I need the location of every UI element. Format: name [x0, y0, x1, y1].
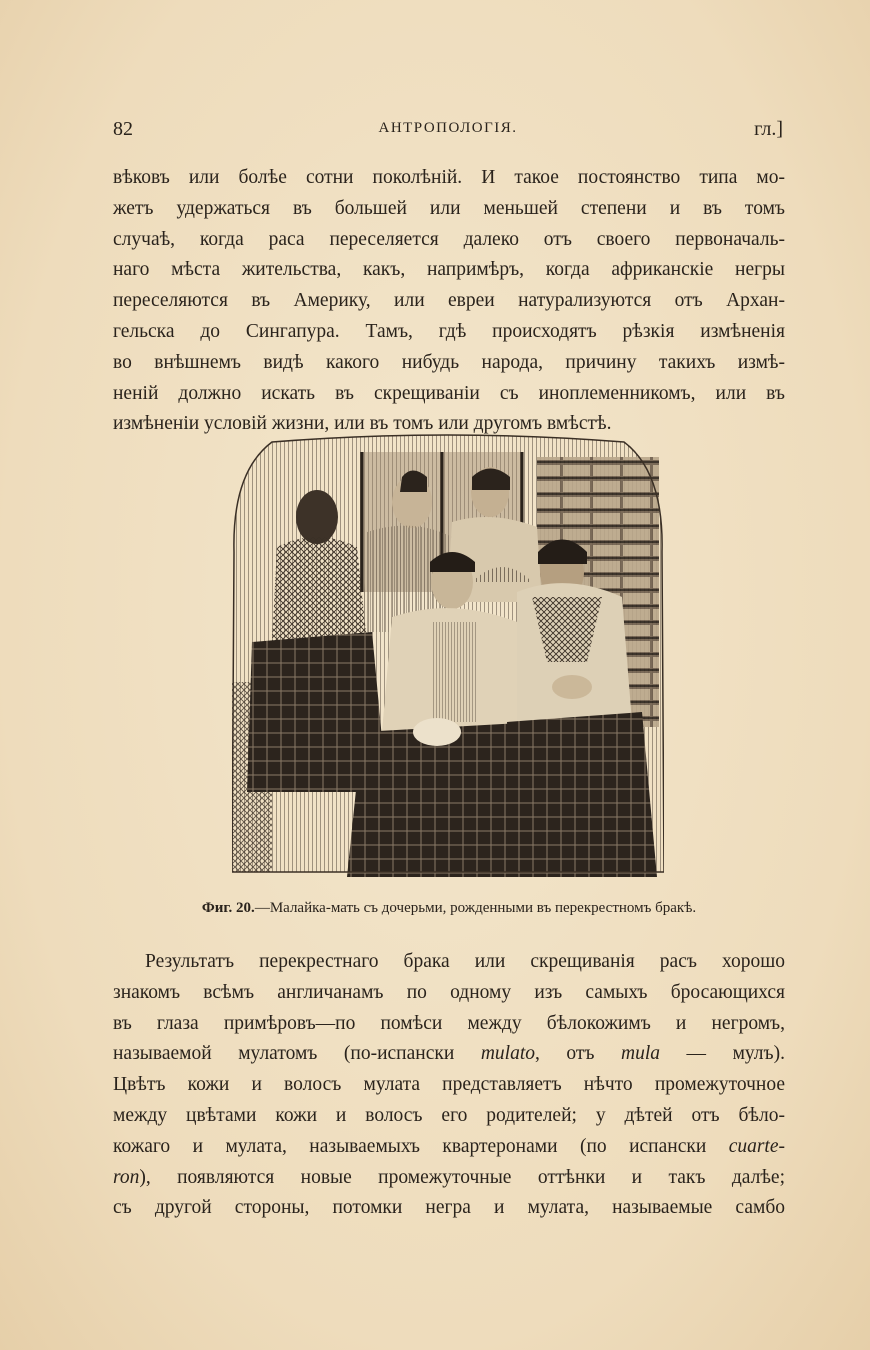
running-head: [113, 118, 783, 146]
figure-caption-text: —Малайка-мать съ дочерьми, рожденными въ перекрестномъ бракѣ.: [254, 900, 697, 916]
text-line: [113, 1163, 785, 1194]
text-line: въ глаза примѣровъ—по помѣси между бѣлокожимъ и негромъ,: [113, 1012, 785, 1034]
text-line: между цвѣтами кожи и волосъ его родителей; у дѣтей отъ бѣло-: [113, 1104, 785, 1126]
text-line: наго мѣста жительства, какъ, напримѣръ, когда африканскіе негры: [113, 259, 785, 281]
text-line: жетъ удержаться въ большей или меньшей степени и въ томъ: [113, 197, 785, 219]
text-line: съ другой стороны, потомки негра и мулата, называемые самбо: [113, 1197, 785, 1219]
paragraph-1: [113, 163, 785, 440]
text-span: называемой мулатомъ (по-испански: [113, 1043, 481, 1065]
text-span: — мулъ).: [660, 1043, 785, 1065]
text-line: вѣковъ или болѣе сотни поколѣній. И такое постоянство типа мо-: [113, 167, 785, 188]
chapter-mark: гл.]: [754, 118, 783, 140]
text-line: [113, 1132, 785, 1163]
text-line: знакомъ всѣмъ англичанамъ по одному изъ самыхъ бросающихся: [113, 981, 785, 1003]
text-line: переселяются въ Америку, или евреи натурализуются отъ Архан-: [113, 290, 785, 312]
foreign-term: ron: [113, 1166, 140, 1188]
engraving-illustration: [232, 432, 664, 882]
paragraph-2: [113, 947, 785, 1224]
figure-label: Фиг. 20.: [201, 900, 255, 916]
text-span: , отъ: [534, 1043, 622, 1065]
text-span: ), появляются новые промежуточные оттѣнки и такъ далѣе;: [139, 1166, 785, 1188]
running-title: АНТРОПОЛОГІЯ.: [378, 120, 518, 136]
text-line: [113, 1039, 785, 1070]
figure-caption: [113, 900, 785, 917]
foreign-term: mula: [621, 1043, 661, 1065]
text-line: Результатъ перекрестнаго брака или скрещиванія расъ хорошо: [145, 951, 785, 972]
foreign-term: mulato: [480, 1043, 535, 1065]
page-number: 82: [113, 118, 133, 140]
engraving-figure: [232, 432, 664, 882]
text-line: гельска до Сингапура. Тамъ, гдѣ происходятъ рѣзкія измѣненія: [113, 320, 785, 342]
text-line: случаѣ, когда раса переселяется далеко отъ своего первоначаль-: [113, 228, 785, 250]
text-line: неній должно искать въ скрещиваніи съ иноплеменникомъ, или въ: [113, 382, 785, 404]
text-line: измѣненіи условій жизни, или въ томъ или другомъ вмѣстѣ.: [113, 413, 612, 435]
text-line: во внѣшнемъ видѣ какого нибудь народа, причину такихъ измѣ-: [113, 351, 785, 373]
text-span: кожаго и мулата, называемыхъ квартеронами (по испански: [113, 1135, 729, 1157]
text-line: Цвѣтъ кожи и волосъ мулата представляетъ нѣчто промежуточное: [113, 1074, 785, 1096]
foreign-term: cuarte-: [728, 1135, 785, 1157]
